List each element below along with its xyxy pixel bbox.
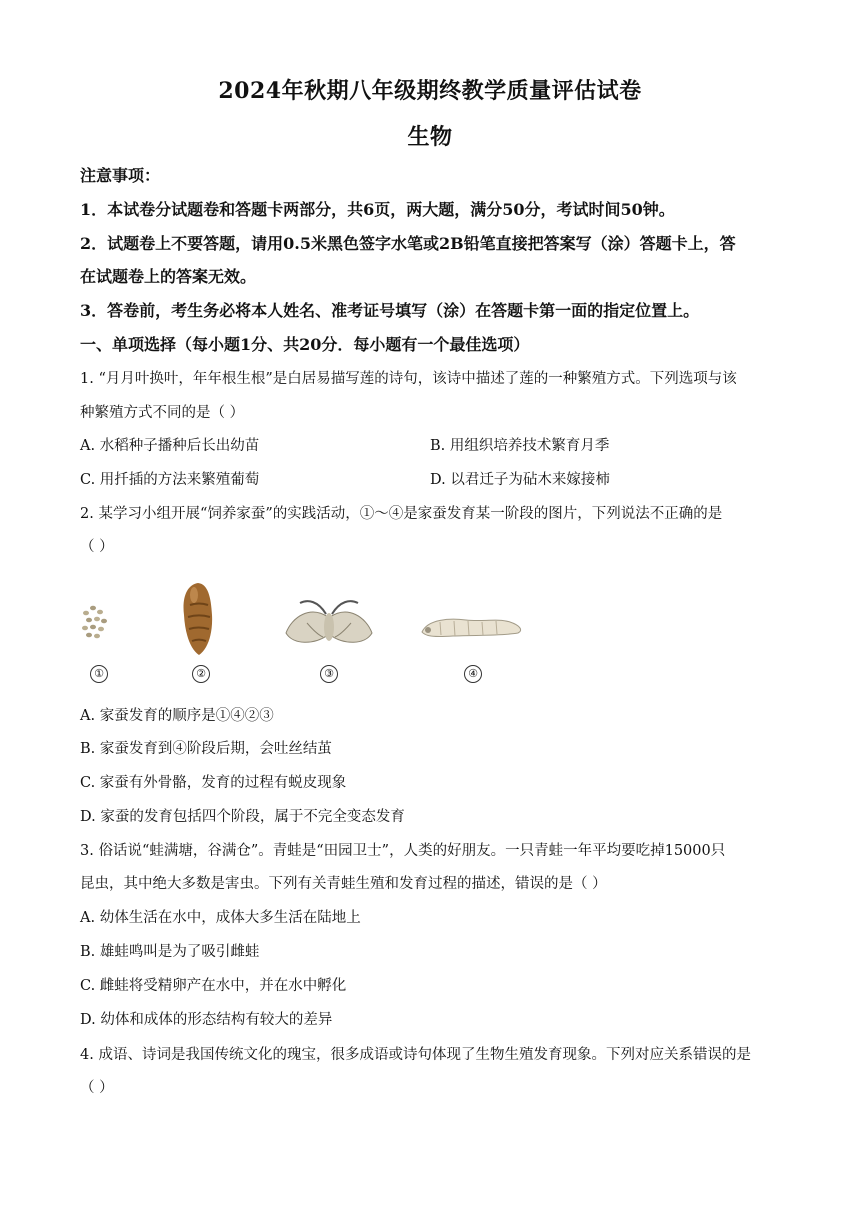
subject-title: 生物	[407, 124, 453, 150]
question-3-option-a: A. 幼体生活在水中，成体大多生活在陆地上	[80, 910, 361, 926]
silkworm-larva-image	[422, 619, 521, 636]
notice-item: 1．本试卷分试题卷和答题卡两部分，共6页，两大题，满分50分，考试时间50钟。	[80, 200, 675, 219]
question-3-option-b: B. 雄蛙鸣叫是为了吸引雌蛙	[80, 944, 260, 960]
question-1-text: 1. “月月叶换叶，年年根生根”是白居易描写莲的诗句，该诗中描述了莲的一种繁殖方式。下列选项与该	[80, 371, 737, 387]
figure-label-1: ①	[90, 665, 108, 683]
notice-item: 2．试题卷上不要答题，请用0.5米黑色签字水笔或2B铅笔直接把答案写（涂）答题卡上，答	[80, 234, 736, 253]
figure-label-2: ②	[192, 665, 210, 683]
notice-item: 3．答卷前，考生务必将本人姓名、准考证号填写（涂）在答题卡第一面的指定位置上。	[80, 301, 700, 320]
figure-label-3: ③	[320, 665, 338, 683]
notice-heading: 注意事项：	[80, 166, 161, 185]
question-4-text: 4. 成语、诗词是我国传统文化的瑰宝，很多成语或诗句体现了生物生殖发育现象。下列对应关系错误的是	[80, 1047, 751, 1063]
question-3-option-d: D. 幼体和成体的形态结构有较大的差异	[80, 1012, 333, 1028]
question-1-text: 种繁殖方式不同的是（ ）	[80, 405, 245, 421]
question-3-text: 3. 俗话说“蛙满塘，谷满仓”。青蛙是“田园卫士”，人类的好朋友。一只青蛙一年平均要吃掉15000只	[80, 843, 726, 859]
question-1-option-a: A. 水稻种子播种后长出幼苗	[80, 438, 260, 454]
silkworm-moth-image	[286, 601, 372, 642]
notice-item: 在试题卷上的答案无效。	[80, 267, 257, 286]
question-2-text: 2. 某学习小组开展“饲养家蚕”的实践活动，①～④是家蚕发育某一阶段的图片，下列说法不正确的是	[80, 506, 723, 522]
question-1-option-d: D. 以君迁子为砧木来嫁接柿	[430, 472, 610, 488]
question-2-text: （ ）	[80, 539, 114, 555]
question-2-option-d: D. 家蚕的发育包括四个阶段，属于不完全变态发育	[80, 809, 405, 825]
question-1-option-b: B. 用组织培养技术繁育月季	[430, 438, 610, 454]
section-heading: 一、单项选择（每小题1分、共20分．每小题有一个最佳选项）	[80, 335, 530, 354]
question-2-option-c: C. 家蚕有外骨骼，发育的过程有蜕皮现象	[80, 775, 347, 791]
silkworm-pupa-image	[184, 583, 213, 655]
question-3-option-c: C. 雌蛙将受精卵产在水中，并在水中孵化	[80, 978, 347, 994]
question-1-option-c: C. 用扦插的方法来繁殖葡萄	[80, 472, 260, 488]
figure-label-4: ④	[464, 665, 482, 683]
question-4-text: （ ）	[80, 1080, 114, 1096]
exam-title: 2024年秋期八年级期终教学质量评估试卷	[218, 78, 642, 104]
question-2-option-b: B. 家蚕发育到④阶段后期，会吐丝结茧	[80, 741, 332, 757]
question-2-option-a: A. 家蚕发育的顺序是①④②③	[80, 708, 274, 724]
silkworm-eggs-image	[82, 606, 107, 639]
question-3-text: 昆虫，其中绝大多数是害虫。下列有关青蛙生殖和发育过程的描述，错误的是（ ）	[80, 876, 607, 892]
